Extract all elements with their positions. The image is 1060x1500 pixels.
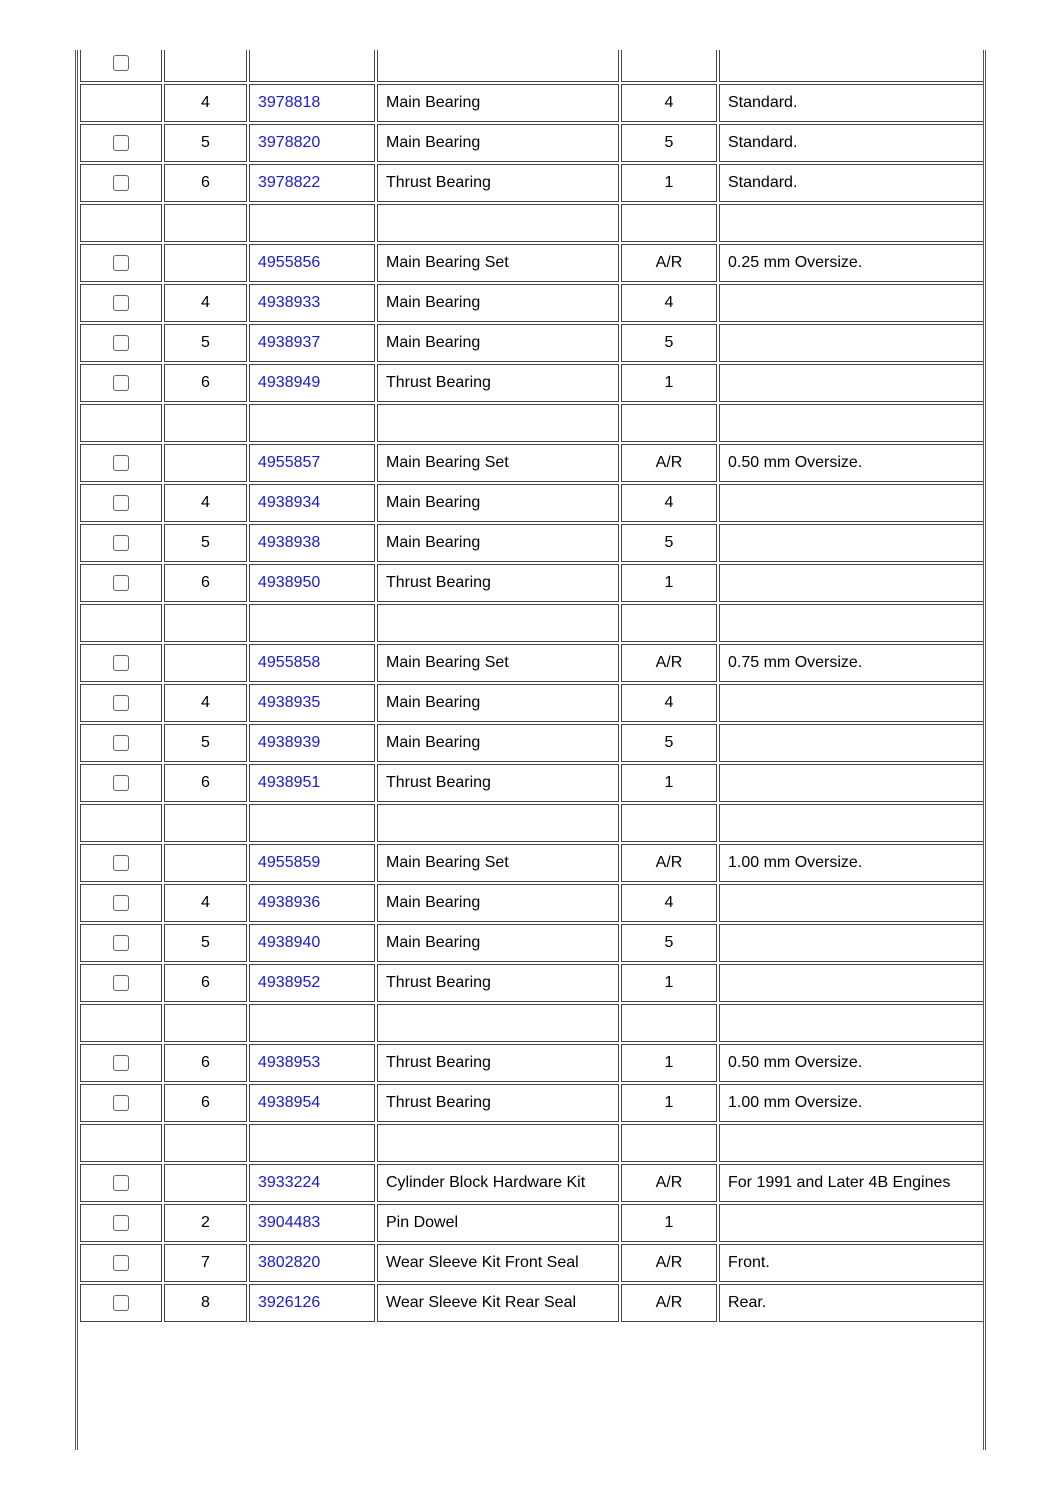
item-number: 6	[164, 964, 247, 1002]
part-number-link[interactable]: 3904483	[258, 1214, 321, 1231]
select-cell	[80, 684, 162, 722]
table-row	[80, 364, 986, 402]
part-description: Thrust Bearing	[377, 964, 619, 1002]
part-number-cell	[249, 1044, 375, 1082]
part-number-cell	[249, 1124, 375, 1162]
item-number	[164, 644, 247, 682]
part-description: Main Bearing Set	[377, 644, 619, 682]
item-number: 5	[164, 324, 247, 362]
remarks: 1.00 mm Oversize.	[719, 844, 986, 882]
item-number: 4	[164, 484, 247, 522]
part-number-cell	[249, 124, 375, 162]
item-number	[164, 844, 247, 882]
select-cell	[80, 364, 162, 402]
remarks	[719, 964, 986, 1002]
item-number	[164, 604, 247, 642]
quantity: A/R	[621, 1244, 717, 1282]
select-cell	[80, 1124, 162, 1162]
remarks	[719, 484, 986, 522]
parts-list-page	[75, 50, 986, 1450]
quantity: 4	[621, 284, 717, 322]
remarks: 0.50 mm Oversize.	[719, 1044, 986, 1082]
spacer-row	[80, 604, 986, 642]
item-number	[164, 1164, 247, 1202]
part-number-cell	[249, 524, 375, 562]
quantity	[621, 604, 717, 642]
remarks: 1.00 mm Oversize.	[719, 1084, 986, 1122]
part-number-cell	[249, 924, 375, 962]
part-description	[377, 604, 619, 642]
remarks: Standard.	[719, 84, 986, 122]
remarks	[719, 604, 986, 642]
item-number: 6	[164, 364, 247, 402]
table-row	[80, 444, 986, 482]
part-description: Main Bearing	[377, 284, 619, 322]
item-number: 2	[164, 1204, 247, 1242]
item-number	[164, 444, 247, 482]
quantity: A/R	[621, 444, 717, 482]
part-number-link[interactable]: 4938935	[258, 694, 321, 711]
item-number: 6	[164, 764, 247, 802]
part-description: Main Bearing	[377, 84, 619, 122]
part-number-link[interactable]: 4955858	[258, 654, 321, 671]
quantity: A/R	[621, 244, 717, 282]
remarks	[719, 524, 986, 562]
part-number-link[interactable]: 4938937	[258, 334, 321, 351]
select-cell	[80, 604, 162, 642]
part-description: Thrust Bearing	[377, 364, 619, 402]
select-checkbox[interactable]	[113, 655, 129, 671]
part-description: Main Bearing	[377, 524, 619, 562]
select-checkbox[interactable]	[113, 535, 129, 551]
quantity: 4	[621, 884, 717, 922]
part-number-cell	[249, 1204, 375, 1242]
remarks	[719, 764, 986, 802]
part-description: Wear Sleeve Kit Front Seal	[377, 1244, 619, 1282]
item-number: 7	[164, 1244, 247, 1282]
quantity: 1	[621, 1204, 717, 1242]
item-number: 6	[164, 164, 247, 202]
table-row	[80, 764, 986, 802]
part-number-cell	[249, 284, 375, 322]
part-number-cell	[249, 364, 375, 402]
item-number: 4	[164, 84, 247, 122]
item-number	[164, 244, 247, 282]
remarks	[719, 1004, 986, 1042]
remarks	[719, 50, 986, 82]
item-number: 8	[164, 1284, 247, 1322]
parts-table	[78, 50, 986, 1324]
part-number-link[interactable]: 3978818	[258, 94, 321, 111]
select-checkbox[interactable]	[113, 1255, 129, 1271]
quantity: 5	[621, 124, 717, 162]
select-checkbox[interactable]	[113, 1295, 129, 1311]
part-description: Thrust Bearing	[377, 1044, 619, 1082]
part-number-link[interactable]: 4938950	[258, 574, 321, 591]
item-number	[164, 804, 247, 842]
quantity: 4	[621, 84, 717, 122]
quantity	[621, 1004, 717, 1042]
part-number-link[interactable]: 4938940	[258, 934, 321, 951]
select-checkbox[interactable]	[113, 575, 129, 591]
part-description: Thrust Bearing	[377, 1084, 619, 1122]
part-number-link[interactable]: 3978822	[258, 174, 321, 191]
part-number-cell	[249, 404, 375, 442]
select-cell	[80, 1084, 162, 1122]
table-row	[80, 1244, 986, 1282]
select-checkbox[interactable]	[113, 495, 129, 511]
part-description: Thrust Bearing	[377, 764, 619, 802]
part-number-link[interactable]: 4938934	[258, 494, 321, 511]
part-number-link[interactable]: 3933224	[258, 1174, 321, 1191]
part-number-cell	[249, 1164, 375, 1202]
part-number-link[interactable]: 4955859	[258, 854, 321, 871]
part-description: Main Bearing	[377, 484, 619, 522]
part-description: Main Bearing	[377, 724, 619, 762]
select-cell	[80, 644, 162, 682]
parts-table-body	[80, 50, 986, 1322]
remarks: Front.	[719, 1244, 986, 1282]
select-checkbox[interactable]	[113, 1215, 129, 1231]
remarks	[719, 804, 986, 842]
select-checkbox[interactable]	[113, 735, 129, 751]
quantity: 5	[621, 724, 717, 762]
part-description: Main Bearing	[377, 684, 619, 722]
part-number-cell	[249, 324, 375, 362]
part-number-cell	[249, 50, 375, 82]
spacer-row	[80, 1004, 986, 1042]
select-checkbox[interactable]	[113, 55, 129, 71]
remarks	[719, 924, 986, 962]
select-cell	[80, 1244, 162, 1282]
quantity: A/R	[621, 844, 717, 882]
part-number-link[interactable]: 4938936	[258, 894, 321, 911]
part-number-link[interactable]: 4955857	[258, 454, 321, 471]
remarks	[719, 884, 986, 922]
select-cell	[80, 484, 162, 522]
table-row	[80, 724, 986, 762]
remarks	[719, 284, 986, 322]
remarks	[719, 324, 986, 362]
part-description	[377, 804, 619, 842]
select-cell	[80, 924, 162, 962]
select-cell	[80, 1284, 162, 1322]
remarks	[719, 404, 986, 442]
select-checkbox[interactable]	[113, 295, 129, 311]
part-number-cell	[249, 764, 375, 802]
quantity: 4	[621, 484, 717, 522]
table-row	[80, 1284, 986, 1322]
item-number: 4	[164, 884, 247, 922]
select-cell	[80, 1004, 162, 1042]
item-number: 6	[164, 1044, 247, 1082]
table-row	[80, 1084, 986, 1122]
quantity: 5	[621, 524, 717, 562]
table-row	[80, 684, 986, 722]
select-cell	[80, 764, 162, 802]
part-description: Wear Sleeve Kit Rear Seal	[377, 1284, 619, 1322]
quantity: 1	[621, 964, 717, 1002]
table-row	[80, 524, 986, 562]
select-checkbox[interactable]	[113, 855, 129, 871]
select-cell	[80, 884, 162, 922]
part-number-cell	[249, 444, 375, 482]
table-row	[80, 644, 986, 682]
table-row	[80, 124, 986, 162]
remarks: 0.25 mm Oversize.	[719, 244, 986, 282]
quantity	[621, 404, 717, 442]
part-description	[377, 1124, 619, 1162]
select-checkbox[interactable]	[113, 1055, 129, 1071]
part-number-cell	[249, 1004, 375, 1042]
remarks: For 1991 and Later 4B Engines	[719, 1164, 986, 1202]
remarks	[719, 1124, 986, 1162]
part-number-link[interactable]: 4938953	[258, 1054, 321, 1071]
remarks: 0.75 mm Oversize.	[719, 644, 986, 682]
table-row	[80, 484, 986, 522]
quantity: 1	[621, 564, 717, 602]
part-number-cell	[249, 844, 375, 882]
quantity	[621, 804, 717, 842]
select-checkbox[interactable]	[113, 935, 129, 951]
select-checkbox[interactable]	[113, 775, 129, 791]
table-row	[80, 84, 986, 122]
select-cell	[80, 204, 162, 242]
quantity: A/R	[621, 644, 717, 682]
part-number-link[interactable]: 4938939	[258, 734, 321, 751]
item-number: 6	[164, 564, 247, 602]
part-number-link[interactable]: 3802820	[258, 1254, 321, 1271]
select-cell	[80, 524, 162, 562]
item-number	[164, 204, 247, 242]
quantity: 1	[621, 364, 717, 402]
table-row	[80, 324, 986, 362]
spacer-row	[80, 50, 986, 82]
select-checkbox[interactable]	[113, 895, 129, 911]
part-number-cell	[249, 204, 375, 242]
table-row	[80, 844, 986, 882]
remarks	[719, 1204, 986, 1242]
table-row	[80, 924, 986, 962]
select-cell	[80, 50, 162, 82]
table-row	[80, 564, 986, 602]
select-cell	[80, 964, 162, 1002]
select-cell	[80, 124, 162, 162]
select-cell	[80, 404, 162, 442]
select-checkbox[interactable]	[113, 455, 129, 471]
part-number-cell	[249, 84, 375, 122]
item-number: 4	[164, 684, 247, 722]
part-number-link[interactable]: 4938949	[258, 374, 321, 391]
item-number	[164, 1124, 247, 1162]
item-number: 5	[164, 724, 247, 762]
table-row	[80, 1204, 986, 1242]
item-number	[164, 1004, 247, 1042]
select-cell	[80, 1044, 162, 1082]
select-cell	[80, 84, 162, 122]
part-number-cell	[249, 964, 375, 1002]
remarks: 0.50 mm Oversize.	[719, 444, 986, 482]
quantity: 1	[621, 764, 717, 802]
item-number: 6	[164, 1084, 247, 1122]
part-description: Thrust Bearing	[377, 564, 619, 602]
part-number-cell	[249, 1244, 375, 1282]
table-row	[80, 964, 986, 1002]
part-description: Main Bearing	[377, 924, 619, 962]
part-number-cell	[249, 1284, 375, 1322]
part-number-link[interactable]: 4938933	[258, 294, 321, 311]
select-checkbox[interactable]	[113, 335, 129, 351]
part-description	[377, 50, 619, 82]
part-description: Main Bearing	[377, 884, 619, 922]
select-cell	[80, 1204, 162, 1242]
part-number-cell	[249, 804, 375, 842]
select-checkbox[interactable]	[113, 255, 129, 271]
remarks	[719, 564, 986, 602]
part-number-link[interactable]: 4938952	[258, 974, 321, 991]
part-description: Main Bearing Set	[377, 244, 619, 282]
part-number-link[interactable]: 3978820	[258, 134, 321, 151]
select-cell	[80, 564, 162, 602]
select-cell	[80, 164, 162, 202]
part-number-link[interactable]: 4938951	[258, 774, 321, 791]
spacer-row	[80, 404, 986, 442]
part-number-cell	[249, 1084, 375, 1122]
part-number-cell	[249, 564, 375, 602]
quantity	[621, 204, 717, 242]
select-cell	[80, 284, 162, 322]
select-checkbox[interactable]	[113, 135, 129, 151]
select-cell	[80, 1164, 162, 1202]
select-cell	[80, 724, 162, 762]
part-description: Pin Dowel	[377, 1204, 619, 1242]
quantity	[621, 1124, 717, 1162]
quantity: 1	[621, 1084, 717, 1122]
part-number-cell	[249, 684, 375, 722]
quantity	[621, 50, 717, 82]
item-number: 5	[164, 124, 247, 162]
part-number-cell	[249, 484, 375, 522]
part-description	[377, 204, 619, 242]
part-number-link[interactable]: 4938938	[258, 534, 321, 551]
select-checkbox[interactable]	[113, 1095, 129, 1111]
select-cell	[80, 844, 162, 882]
select-checkbox[interactable]	[113, 1175, 129, 1191]
remarks	[719, 204, 986, 242]
part-description: Main Bearing	[377, 124, 619, 162]
table-row	[80, 1044, 986, 1082]
quantity: 4	[621, 684, 717, 722]
part-number-cell	[249, 244, 375, 282]
remarks	[719, 364, 986, 402]
part-description: Thrust Bearing	[377, 164, 619, 202]
part-number-link[interactable]: 3926126	[258, 1294, 321, 1311]
remarks: Standard.	[719, 164, 986, 202]
select-cell	[80, 804, 162, 842]
item-number	[164, 404, 247, 442]
part-description	[377, 404, 619, 442]
remarks	[719, 684, 986, 722]
spacer-row	[80, 204, 986, 242]
quantity: A/R	[621, 1164, 717, 1202]
quantity: 5	[621, 924, 717, 962]
table-row	[80, 244, 986, 282]
part-number-cell	[249, 604, 375, 642]
item-number	[164, 50, 247, 82]
part-number-cell	[249, 644, 375, 682]
part-number-cell	[249, 724, 375, 762]
select-checkbox[interactable]	[113, 975, 129, 991]
part-description: Main Bearing Set	[377, 444, 619, 482]
quantity: 5	[621, 324, 717, 362]
table-row	[80, 164, 986, 202]
part-description: Main Bearing Set	[377, 844, 619, 882]
select-checkbox[interactable]	[113, 175, 129, 191]
remarks: Standard.	[719, 124, 986, 162]
part-description	[377, 1004, 619, 1042]
item-number: 5	[164, 924, 247, 962]
table-row	[80, 1164, 986, 1202]
select-cell	[80, 244, 162, 282]
select-checkbox[interactable]	[113, 375, 129, 391]
part-number-link[interactable]: 4938954	[258, 1094, 321, 1111]
part-description: Cylinder Block Hardware Kit	[377, 1164, 619, 1202]
remarks: Rear.	[719, 1284, 986, 1322]
item-number: 4	[164, 284, 247, 322]
table-row	[80, 884, 986, 922]
part-description: Main Bearing	[377, 324, 619, 362]
item-number: 5	[164, 524, 247, 562]
quantity: 1	[621, 164, 717, 202]
part-number-link[interactable]: 4955856	[258, 254, 321, 271]
quantity: 1	[621, 1044, 717, 1082]
table-row	[80, 284, 986, 322]
part-number-cell	[249, 884, 375, 922]
part-number-cell	[249, 164, 375, 202]
select-cell	[80, 324, 162, 362]
spacer-row	[80, 1124, 986, 1162]
quantity: A/R	[621, 1284, 717, 1322]
select-cell	[80, 444, 162, 482]
spacer-row	[80, 804, 986, 842]
remarks	[719, 724, 986, 762]
select-checkbox[interactable]	[113, 695, 129, 711]
